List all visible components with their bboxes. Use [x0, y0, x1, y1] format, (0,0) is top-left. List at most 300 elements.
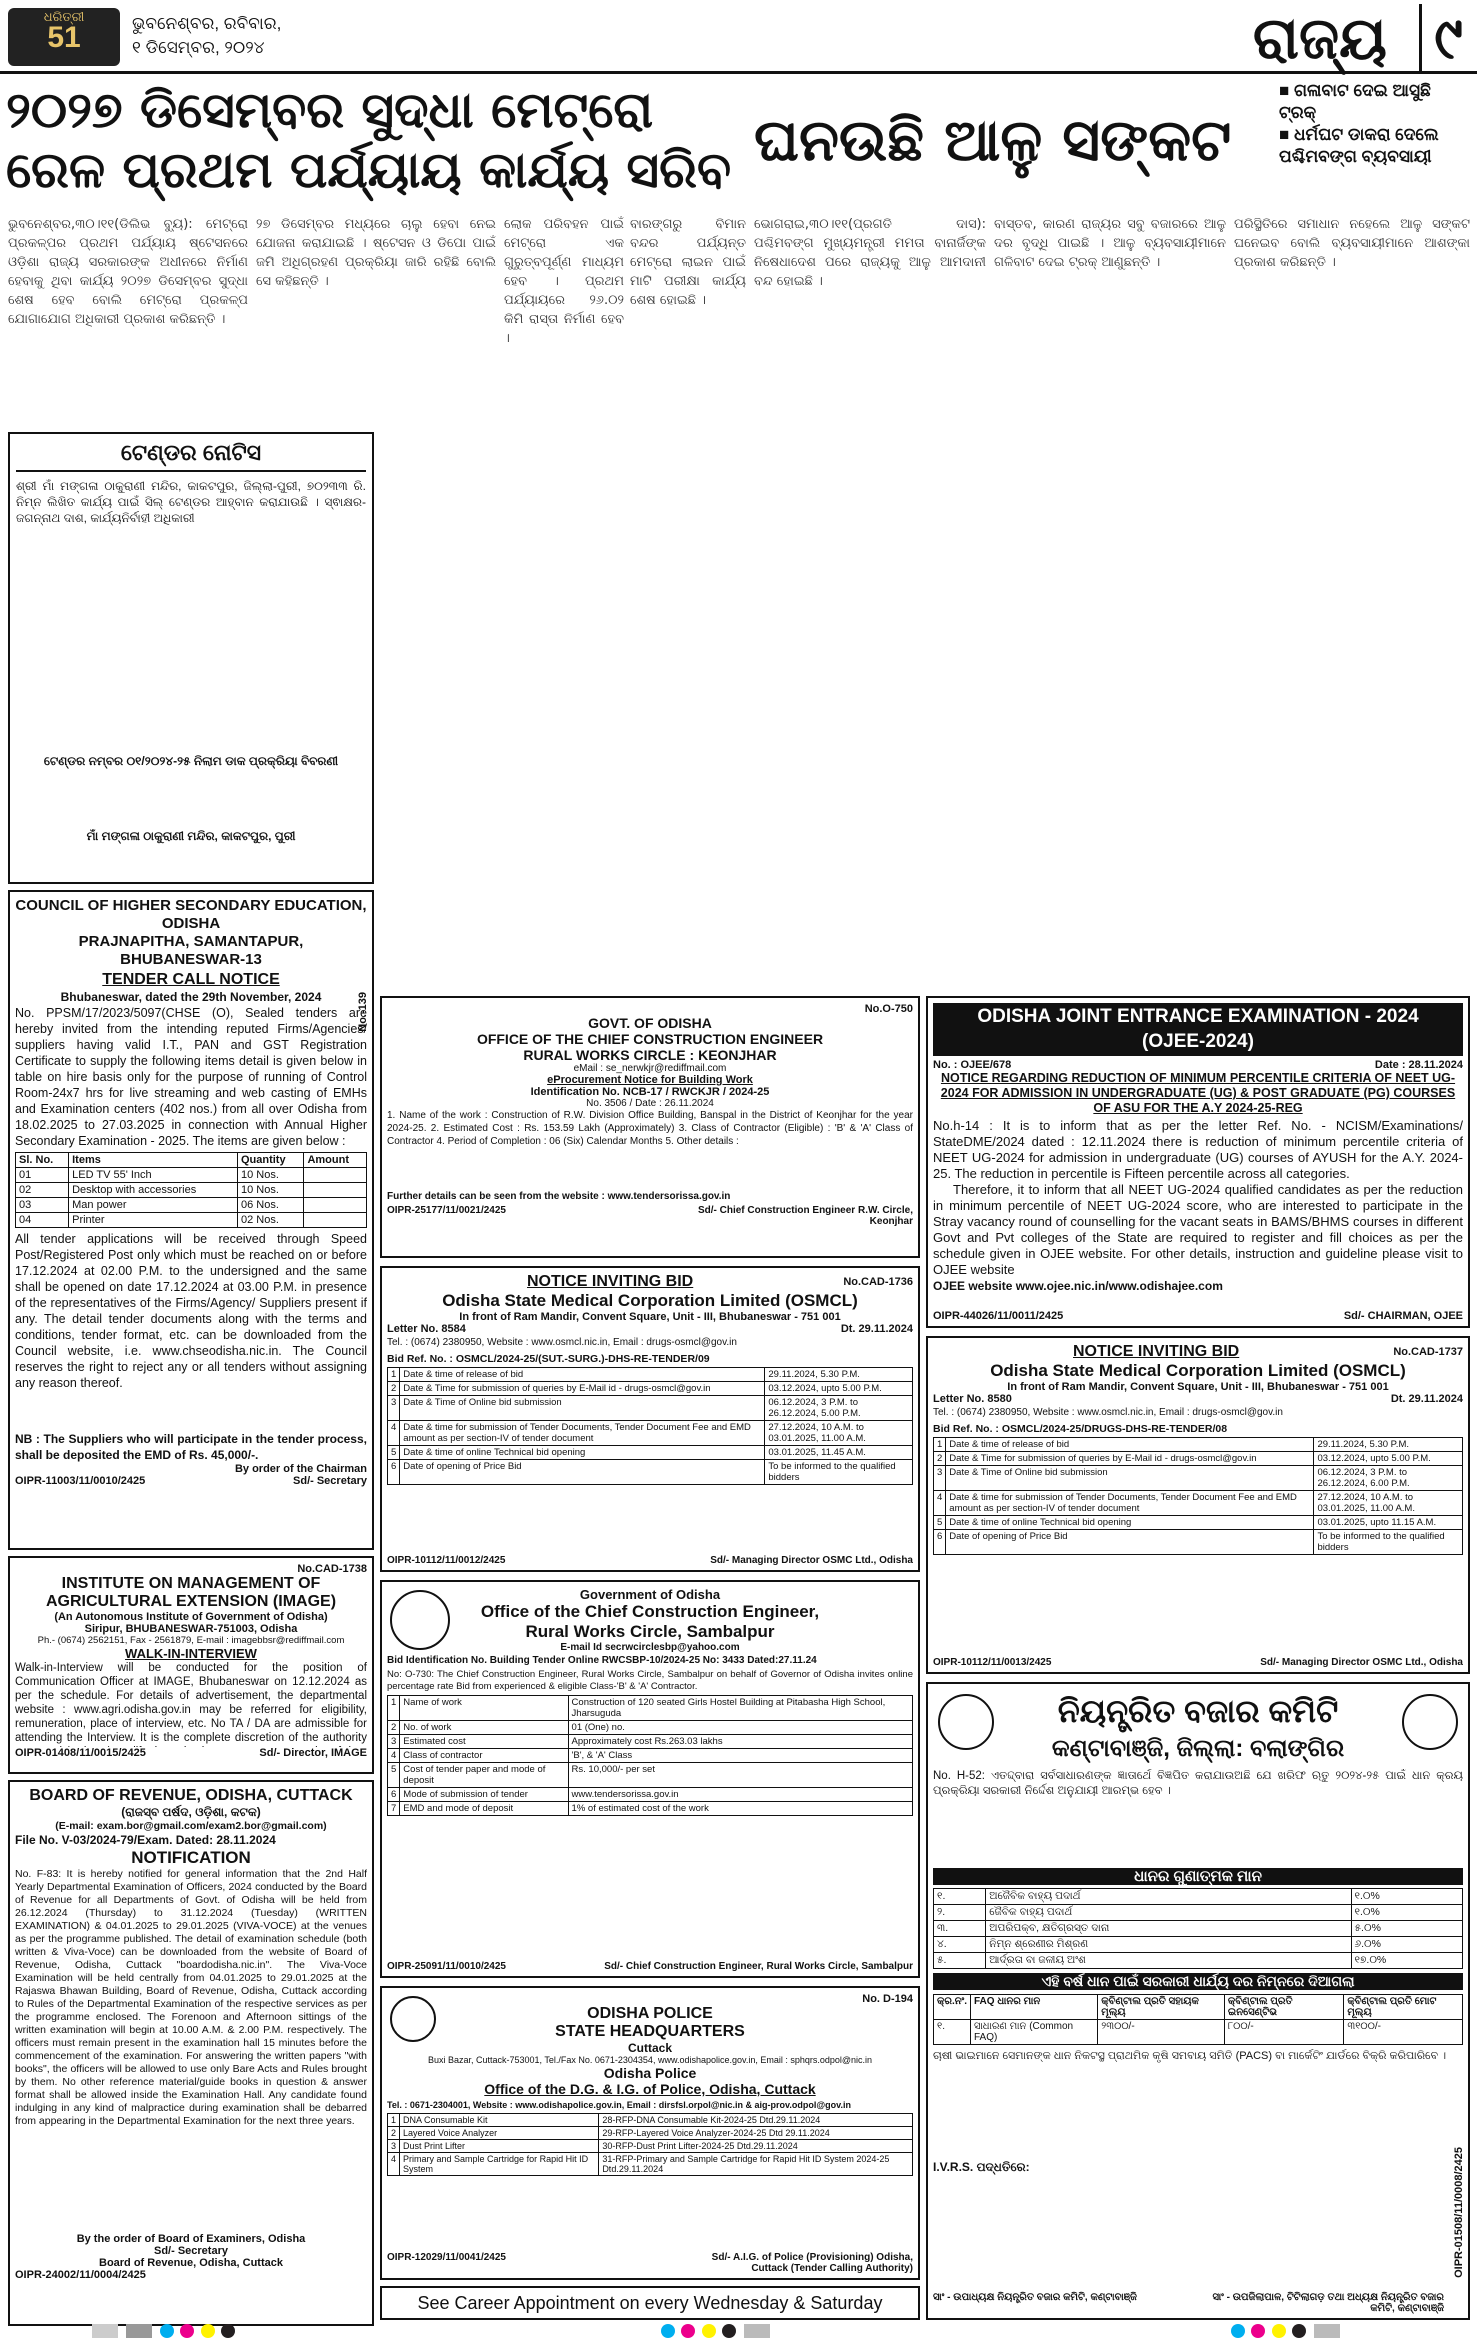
- keonjhar-line-1: GOVT. OF ODISHA: [588, 1015, 712, 1031]
- anniversary-badge: [8, 8, 120, 66]
- chse-subtitle: TENDER CALL NOTICE: [102, 971, 280, 988]
- table-cell: ୮୦୦/-: [1224, 2020, 1343, 2045]
- table-row: [934, 1921, 1463, 1937]
- police-footer: [387, 2252, 913, 2274]
- image-contact: Ph.- (0674) 2562151, Fax - 2561879, E-mail : imagebbsr@rediffmail.com: [37, 1635, 345, 1646]
- grey-swatch-icon: [744, 2324, 770, 2338]
- table-cell: Date & Time of Online bid submission: [400, 1396, 765, 1421]
- grey-swatch-icon: [92, 2324, 118, 2338]
- table-cell: 03.12.2024, upto 5.00 P.M.: [1314, 1452, 1463, 1466]
- table-cell: 1% of estimated cost of the work: [568, 1802, 912, 1816]
- table-cell: Date & time for submission of Tender Documents, Tender Document Fee and EMD amount as per section-IV of tender document: [400, 1421, 765, 1446]
- table-cell: ୧.: [934, 2020, 971, 2045]
- table-cell: Date & Time for submission of queries by E-Mail id - drugs-osmcl@gov.in: [400, 1382, 765, 1396]
- police-line-1: ODISHA POLICE: [587, 2005, 713, 2022]
- table-header-row: [934, 1995, 1463, 2020]
- table-cell: Layered Voice Analyzer: [400, 2127, 599, 2140]
- table-cell: DNA Consumable Kit: [400, 2114, 599, 2127]
- police-line-5: Office of the D.G. & I.G. of Police, Odisha, Cuttack: [484, 2081, 816, 2097]
- table-cell: 1: [934, 1438, 946, 1452]
- bor-order: By the order of Board of Examiners, Odisha: [76, 2233, 306, 2245]
- section-title: [1253, 6, 1463, 70]
- table-row: [934, 1491, 1463, 1516]
- table-row: [934, 1466, 1463, 1491]
- sambalpur-ident: Bid Identification No. Building Tender Online RWCSBP-10/2024-25 No: 3433 Dated:27.11.24: [387, 1655, 817, 1666]
- table-cell: Approximately cost Rs.263.03 lakhs: [568, 1735, 912, 1749]
- tender-footer: ମାଁ ମଙ୍ଗଳା ଠାକୁରାଣୀ ମନ୍ଦିର, କାକଟପୁର, ପୁରୀ: [86, 829, 296, 843]
- table-cell: 06 Nos.: [237, 1198, 303, 1213]
- table-cell: ୪.: [934, 1937, 986, 1953]
- table-cell: Dust Print Lifter: [400, 2140, 599, 2153]
- magenta-dot-icon: [180, 2324, 194, 2338]
- cyan-dot-icon: [661, 2324, 675, 2338]
- table-row: [388, 1396, 913, 1421]
- table-header: Quantity: [237, 1153, 303, 1168]
- oipr-code: OIPR-10112/11/0013/2425: [933, 1657, 1052, 1668]
- table-cell: 2: [388, 1721, 400, 1735]
- table-cell: Date & time of online Technical bid opening: [400, 1446, 765, 1460]
- table-cell: 10 Nos.: [237, 1168, 303, 1183]
- osmcl1-title: Odisha State Medical Corporation Limited (OSMCL): [442, 1291, 858, 1310]
- table-row: [388, 1382, 913, 1396]
- table-header-row: [16, 1153, 367, 1168]
- table-cell: 31-RFP-Primary and Sample Cartridge for Rapid Hit ID System 2024-25 Dtd.29.11.2024: [599, 2153, 913, 2176]
- table-row: [388, 2114, 913, 2127]
- image-body: Walk-in-Interview will be conducted for the position of Communication Officer at IMAGE, Bhubaneswar on 12.12.2024 as per the schedule. For details of advertisement, the departmental website : www.agri.odisha.gov.in may be referred for eligibility, remuneration, place of interview, etc. No TA / DA are admissible for attending the Interview. It is the complete discretion of the authority: [15, 1662, 367, 1744]
- table-cell: ୩.: [934, 1921, 986, 1937]
- chse-title-2: PRAJNAPITHA, SAMANTAPUR, BHUBANESWAR-13: [78, 933, 304, 968]
- bazar-title: ନିୟନ୍ତ୍ରିତ ବଜାର କମିଟି: [1057, 1693, 1339, 1729]
- table-row: [934, 1516, 1463, 1530]
- print-registration-strip: [0, 2324, 1477, 2339]
- oipr-code: OIPR-25177/11/0021/2425: [387, 1205, 506, 1216]
- bazar-sign-right: ସାଂ - ଉପଜିଲାପାଳ, ଟିଟିଲାଗଡ଼ ତଥା ଅଧ୍ୟକ୍ଷ ନିୟନ୍ତ୍ରିତ ବଜାର କମିଟି, କଣ୍ଟାବାଞ୍ଜି: [1212, 2292, 1444, 2314]
- oipr-code: OIPR-10112/11/0012/2425: [387, 1555, 506, 1566]
- table-row: [388, 1460, 913, 1485]
- table-header: କ୍ବିଣ୍ଟାଲ ପ୍ରତି ମୋଟ ମୂଲ୍ୟ: [1344, 1995, 1463, 2020]
- bazar-sub: କଣ୍ଟାବାଞ୍ଜି, ଜିଲ୍ଲା: ବଲାଙ୍ଗିର: [1051, 1735, 1345, 1762]
- ad-ojee: [926, 996, 1470, 1328]
- section-name: ରାଜ୍ୟ: [1252, 4, 1387, 72]
- keonjhar-footer: [387, 1205, 913, 1227]
- keonjhar-no: No. 3506 / Date : 26.11.2024: [586, 1098, 714, 1109]
- table-cell: 27.12.2024, 10 A.M. to 03.01.2025, 11.00 A.M.: [1314, 1491, 1463, 1516]
- table-cell: 4: [388, 1421, 400, 1446]
- table-cell: Date & Time of Online bid submission: [946, 1466, 1314, 1491]
- second-col-1: ଭୋଗରାଇ,୩୦।୧୧(ପ୍ରଗତି ଦାସ): ପଶ୍ଚିମବଙ୍ଗ ମୁଖ୍ୟମନ୍ତ୍ରୀ ମମତା ବାନାର୍ଜିଙ୍କ ନିଷେଧାଦେଶ ପରେ ରାଜ୍ୟକୁ ଆଳୁ ଆମଦାନୀ ବନ୍ଦ ହୋଇଛି ।: [754, 217, 986, 289]
- table-header: କ୍ବିଣ୍ଟାଲ ପ୍ରତି ସହାୟକ ମୂଲ୍ୟ: [1098, 1995, 1225, 2020]
- police-line-3: Cuttack: [627, 2041, 672, 2055]
- table-row: [16, 1183, 367, 1198]
- ojee-no: No. : OJEE/678: [933, 1059, 1012, 1071]
- government-emblem-icon: [390, 1590, 450, 1650]
- table-cell: 6: [388, 1460, 400, 1485]
- ad-bazar-committee: [926, 1682, 1470, 2320]
- police-contact: Tel. : 0671-2304001, Website : www.odishapolice.gov.in, Email : dirsfsl.orpol@nic.in & aig-prov.odpol@gov.in: [387, 2100, 851, 2110]
- bazar-ivrs: I.V.R.S. ପଦ୍ଧତିରେ:: [933, 2160, 1030, 2174]
- image-title-2: AGRICULTURAL EXTENSION (IMAGE): [45, 1593, 337, 1610]
- table-cell: [304, 1198, 367, 1213]
- table-row: [388, 1788, 913, 1802]
- chse-dated: Bhubaneswar, dated the 29th November, 2024: [60, 990, 322, 1004]
- second-col-3: ପରିସ୍ଥିତିରେ ସମାଧାନ ନହେଲେ ଆଳୁ ସଙ୍କଟ ଘନେଇବ ବୋଲି ବ୍ୟବସାୟୀମାନେ ଆଶଙ୍କା ପ୍ରକାଶ କରିଛନ୍ତି ।: [1234, 217, 1470, 270]
- second-bullets: [1279, 80, 1469, 168]
- table-row: [388, 1721, 913, 1735]
- table-cell: [304, 1183, 367, 1198]
- tender-title: ଟେଣ୍ଡର ନୋଟିସ: [16, 440, 366, 472]
- chse-signature: By order of the Chairman: [234, 1463, 367, 1475]
- table-cell: 04: [16, 1213, 69, 1228]
- table-header: କ୍ର.ନଂ.: [934, 1995, 971, 2020]
- cyan-dot-icon: [1231, 2324, 1245, 2338]
- table-cell: Primary and Sample Cartridge for Rapid Hit ID System: [400, 2153, 599, 2176]
- table-cell: 03: [16, 1198, 69, 1213]
- table-row: [16, 1198, 367, 1213]
- sambalpur-table: [387, 1695, 913, 1816]
- bullet-1: ■ ଗଳାବାଟ ଦେଇ ଆସୁଛି ଟ୍ରକ୍: [1279, 81, 1431, 122]
- table-cell: 1: [388, 1696, 400, 1721]
- date-line-2: ୧ ଡିସେମ୍ବର, ୨୦୨୪: [132, 38, 265, 57]
- table-row: [388, 2153, 913, 2176]
- osmcl2-date: Dt. 29.11.2024: [1390, 1393, 1463, 1405]
- osmcl1-footer: [387, 1555, 913, 1566]
- page-number: ୯: [1434, 4, 1463, 72]
- bazar-logo-icon: [938, 1694, 994, 1750]
- table-cell: [304, 1213, 367, 1228]
- sambalpur-sign: Sd/- Chief Construction Engineer, Rural Works Circle, Sambalpur: [604, 1961, 913, 1972]
- table-row: [388, 1802, 913, 1816]
- table-cell: 10 Nos.: [237, 1183, 303, 1198]
- table-cell: 29-RFP-Layered Voice Analyzer-2024-25 Dtd 29.11.2024: [599, 2127, 913, 2140]
- tender-subtitle: ଟେଣ୍ଡର ନମ୍ବର ୦୧/୨୦୨୪-୨୫ ନିଲାମ ଡାକ ପ୍ରକ୍ରିୟା ବିବରଣୀ: [43, 754, 339, 768]
- table-cell: 6: [934, 1530, 946, 1555]
- ojee-title: ODISHA JOINT ENTRANCE EXAMINATION - 2024: [933, 1003, 1463, 1031]
- table-cell: Date & time of release of bid: [946, 1438, 1314, 1452]
- osmcl1-sign: Sd/- Managing Director OSMC Ltd., Odisha: [710, 1555, 913, 1566]
- osmcl2-letter: Letter No. 8580: [933, 1393, 1012, 1405]
- chse-footer: [15, 1475, 367, 1487]
- sambalpur-email: E-mail Id secrwcirclesbp@yahoo.com: [560, 1642, 740, 1653]
- bullet-2: ■ ଧର୍ମଘଟ ଡାକରା ଦେଲେ ପଶ୍ଚିମବଙ୍ଗ ବ୍ୟବସାୟୀ: [1279, 125, 1439, 166]
- osmcl2-bidref: Bid Ref. No. : OSMCL/2024-25/DRUGS-DHS-RE-TENDER/08: [933, 1423, 1228, 1435]
- image-sub: (An Autonomous Institute of Government of Odisha): [54, 1611, 328, 1623]
- table-cell: Printer: [69, 1213, 238, 1228]
- table-cell: Date of opening of Price Bid: [946, 1530, 1314, 1555]
- police-table: [387, 2113, 913, 2176]
- ad-chse: [8, 890, 374, 1550]
- table-cell: ୧.: [934, 1889, 986, 1905]
- table-cell: 02 Nos.: [237, 1213, 303, 1228]
- table-cell: 6: [388, 1788, 400, 1802]
- table-cell: 5: [934, 1516, 946, 1530]
- ojee-sign: Sd/- CHAIRMAN, OJEE: [1343, 1310, 1463, 1322]
- police-emblem-icon: [390, 1996, 436, 2042]
- sambalpur-line-1: Government of Odisha: [579, 1587, 721, 1602]
- table-cell: ଜୈବିକ ବାହ୍ୟ ପଦାର୍ଥ: [986, 1905, 1351, 1921]
- chse-title-1: COUNCIL OF HIGHER SECONDARY EDUCATION, ODISHA: [15, 897, 367, 932]
- table-cell: ୧.୦%: [1351, 1905, 1463, 1921]
- keonjhar-further: Further details can be seen from the website : www.tendersorissa.gov.in: [387, 1191, 731, 1202]
- table-cell: Estimated cost: [400, 1735, 568, 1749]
- table-header: Items: [69, 1153, 238, 1168]
- table-cell: Name of work: [400, 1696, 568, 1721]
- yellow-dot-icon: [702, 2324, 716, 2338]
- table-row: [388, 1421, 913, 1446]
- lead-headline-2: ରେଳ ପ୍ରଥମ ପର୍ଯ୍ୟାୟ କାର୍ଯ୍ୟ ସରିବ: [6, 140, 732, 199]
- table-cell: 03.01.2025, 11.45 A.M.: [765, 1446, 913, 1460]
- table-cell: LED TV 55' Inch: [69, 1168, 238, 1183]
- table-row: [934, 2020, 1463, 2045]
- bazar-price-heading: ଏହି ବର୍ଷ ଧାନ ପାଇଁ ସରକାରୀ ଧାର୍ଯ୍ୟ ଦର ନିମ୍ନରେ ଦିଆଗଲା: [933, 1973, 1463, 1990]
- ad-osmcl-2: [926, 1336, 1470, 1674]
- bor-sign-2: Board of Revenue, Odisha, Cuttack: [99, 2257, 283, 2269]
- osmcl2-ref: No.CAD-1737: [1393, 1346, 1463, 1358]
- table-header: Amount: [304, 1153, 367, 1168]
- table-cell: Cost of tender paper and mode of deposit: [400, 1763, 568, 1788]
- ad-tender-notice: [8, 432, 374, 884]
- police-address: Buxi Bazar, Cuttack-753001, Tel./Fax No. 0671-2304354, www.odishapolice.gov.in, Email : sphqrs.odpol@nic.in: [427, 2055, 873, 2065]
- table-cell: 5: [388, 1763, 400, 1788]
- osmcl2-address: In front of Ram Mandir, Convent Square, Unit - III, Bhubaneswar - 751 001: [1007, 1381, 1389, 1393]
- table-cell: 3: [388, 1396, 400, 1421]
- table-cell: ଅଜୈବିକ ବାହ୍ୟ ପଦାର୍ଥ: [986, 1889, 1351, 1905]
- table-cell: 2: [934, 1452, 946, 1466]
- osmcl1-date: Dt. 29.11.2024: [840, 1323, 913, 1335]
- cyan-dot-icon: [160, 2324, 174, 2338]
- osmcl2-sign: Sd/- Managing Director OSMC Ltd., Odisha: [1260, 1657, 1463, 1668]
- osmcl1-bidref: Bid Ref. No. : OSMCL/2024-25/(SUT.-SURG.)-DHS-RE-TENDER/09: [387, 1353, 710, 1365]
- second-col-2: ବାସ୍ତବ, କାରଣ ରାଜ୍ୟର ସବୁ ବଜାରରେ ଆଳୁ ଦର ବୃଦ୍ଧି ପାଇଛି । ଆଳୁ ବ୍ୟବସାୟୀମାନେ ଗଳିବାଟ ଦେଇ ଟ୍ରକ୍ ଆଣୁଛନ୍ତି ।: [994, 217, 1226, 270]
- color-swatches-left: [90, 2324, 236, 2343]
- image-subtitle: WALK-IN-INTERVIEW: [125, 1646, 257, 1661]
- table-cell: ୫.୦%: [1351, 1921, 1463, 1937]
- osmcl2-title: Odisha State Medical Corporation Limited (OSMCL): [990, 1361, 1406, 1380]
- sambalpur-footer: [387, 1961, 913, 1972]
- ad-osmcl-1: [380, 1266, 920, 1572]
- table-cell: Date & Time for submission of queries by E-Mail id - drugs-osmcl@gov.in: [946, 1452, 1314, 1466]
- table-cell: 29.11.2024, 5.30 P.M.: [1314, 1438, 1463, 1452]
- table-row: [934, 1905, 1463, 1921]
- table-cell: 01: [16, 1168, 69, 1183]
- table-cell: 4: [934, 1491, 946, 1516]
- police-line-2: STATE HEADQUARTERS: [555, 2023, 745, 2040]
- table-cell: 3: [388, 1735, 400, 1749]
- table-cell: 1: [388, 2114, 400, 2127]
- table-cell: Date & time of online Technical bid opening: [946, 1516, 1314, 1530]
- chse-ref: No.-139: [357, 992, 369, 1032]
- keonjhar-notice: eProcurement Notice for Building Work: [547, 1074, 753, 1086]
- table-row: [934, 1438, 1463, 1452]
- keonjhar-line-2: OFFICE OF THE CHIEF CONSTRUCTION ENGINEER: [476, 1031, 824, 1047]
- police-ref: No. D-194: [862, 1993, 913, 2005]
- table-cell: 03.01.2025, upto 11.15 A.M.: [1314, 1516, 1463, 1530]
- table-row: [388, 1446, 913, 1460]
- black-dot-icon: [1292, 2324, 1306, 2338]
- table-cell: Class of contractor: [400, 1749, 568, 1763]
- table-cell: ଅପରିପକ୍ବ, କ୍ଷତିଗ୍ରସ୍ତ ଦାନା: [986, 1921, 1351, 1937]
- table-row: [388, 1749, 913, 1763]
- image-address: Siripur, BHUBANESWAR-751003, Odisha: [84, 1623, 298, 1635]
- table-cell: 7: [388, 1802, 400, 1816]
- sambalpur-body: No: O-730: The Chief Construction Engineer, Rural Works Circle, Sambalpur on behalf of Governor of Odisha invites online percentage rate Bid from experienced & eligible Class-'B' & 'A' Contractor.: [387, 1669, 913, 1692]
- tender-body: ଶ୍ରୀ ମାଁ ମଙ୍ଗଳା ଠାକୁରାଣୀ ମନ୍ଦିର, କାକଟପୁର, ଜିଲ୍ଲା-ପୁରୀ, ୭୦୨୩୩ ରି. ନିମ୍ନ ଲିଖିତ କାର୍ଯ୍ୟ ପାଇଁ ସିଲ୍ ଟେଣ୍ଡର ଆହ୍ବାନ କରାଯାଉଛି । ସ୍ଵାକ୍ଷର-ଜଗନ୍ନାଥ ଦାଶ, କାର୍ଯ୍ୟନିର୍ବାହୀ ଅଧିକାରୀ: [16, 479, 366, 525]
- table-cell: 2: [388, 1382, 400, 1396]
- table-cell: 3: [388, 2140, 400, 2153]
- bor-body: No. F-83: It is hereby notified for general information that the 2nd Half Yearly Departmental Examination of Officers, 2024 conducted by the Board of Revenue for all Departments of Govt. of Odisha will be held from 26.12.2024 (Thursday) to 31.12.2024 (Tuesday) (WRITTEN EXAMINATION) & 04.01.2025 to 29.01.2025 (VIVA-VOCE) at the venues as per the programme published. The detail of examination schedule (both written & Viva-Voce) can be downloaded from the website of Board of Revenue, Odisha, Cuttack "boardodisha.nic.in". The Viva-Voce Examination will be held centrally from 04.01.2025 to 29.01.2025 at the Rajaswa Bhawan Building, Board of Revenue, Odisha, Cuttack according to Rules of the Departmental Examination of the respective services as per the programme enclosed. The Forenoon and Afternoon sittings of the written examination will begin at 10.00 A.M. & 2.00 P.M. respectively. The officers must remain present in the examination hall 15 minutes before the commencement of the examination. For answering the written papers "with books", the officers will be allowed to use only Bare Acts and Rules brought by them. No other reference material/guide books in question & answer format shall be allowed inside the Examination Hall. Any candidate found indulging in any kind of malpractice during examination shall be debarred from appearing in the Departmental Examination for the next three years.: [15, 1868, 367, 2127]
- table-cell: 30-RFP-Dust Print Lifter-2024-25 Dtd.29.11.2024: [599, 2140, 913, 2153]
- magenta-dot-icon: [681, 2324, 695, 2338]
- table-cell: www.tendersorissa.gov.in: [568, 1788, 912, 1802]
- career-strip-text: See Career Appointment on every Wednesday & Saturday: [417, 2293, 883, 2313]
- table-cell: ୨.: [934, 1905, 986, 1921]
- table-cell: EMD and mode of deposit: [400, 1802, 568, 1816]
- osmcl1-schedule-table: [387, 1367, 913, 1485]
- osmcl1-contact: Tel. : (0674) 2380950, Website : www.osmcl.nic.in, Email : drugs-osmcl@gov.in: [387, 1337, 737, 1348]
- sambalpur-line-2: Office of the Chief Construction Engineer,: [480, 1602, 820, 1621]
- bazar-notes: ଚାଷୀ ଭାଇମାନେ ସେମାନଙ୍କ ଧାନ ନିକଟସ୍ଥ ପ୍ରାଥମିକ କୃଷି ସମବାୟ ସମିତି (PACS) ବା ମାର୍କେଟିଂ ଯାର୍ଡରେ ବିକ୍ରି କରିପାରିବେ ।: [933, 2050, 1447, 2062]
- dateline: [132, 12, 281, 60]
- keonjhar-ref: No.O-750: [864, 1003, 913, 1015]
- black-dot-icon: [722, 2324, 736, 2338]
- table-cell: ନିମ୍ନ ଶ୍ରେଣୀର ମିଶ୍ରଣ: [986, 1937, 1351, 1953]
- keonjhar-body: 1. Name of the work : Construction of R.W. Division Office Building, Banspal in the District of Keonjhar for the year 2024-25. 2. Estimated Cost : Rs. 153.59 Lakh (Approximately) 3. Class of Contractor (Eligible) : 'B' & 'A' Class of Contractor 4. Period of Completion : 06 (Six) Calendar Months 5. Other details :: [387, 1110, 913, 1147]
- table-cell: 2: [388, 2127, 400, 2140]
- badge-text: ଧରିତ୍ରୀ: [43, 9, 85, 24]
- table-header: FAQ ଧାନର ମାନ: [971, 1995, 1098, 2020]
- image-title-1: INSTITUTE ON MANAGEMENT OF: [61, 1575, 321, 1592]
- table-cell: Man power: [69, 1198, 238, 1213]
- table-row: [388, 2127, 913, 2140]
- lead-col-1: ଭୁବନେଶ୍ବର,୩୦।୧୧(ଡିଲିଭ ବ୍ୟୁ): ମେଟ୍ରୋ ପ୍ରକଳ୍ପର ପ୍ରଥମ ପର୍ଯ୍ୟାୟ ଷ୍ଟେସନରେ ଓଡ଼ିଶା ରାଜ୍ୟ ସରକାରଙ୍କ ଅଧୀନରେ ନିର୍ମାଣ ହେବାକୁ ଥିବା କାର୍ଯ୍ୟ ୨୦୨୭ ଡିସେମ୍ବର ସୁଦ୍ଧା ଶେଷ ହେବ ବୋଲି ମେଟ୍ରୋ ପ୍ରକଳ୍ପ ଯୋଗାଯୋଗ ଅଧିକାରୀ ପ୍ରକାଶ କରିଛନ୍ତି ।: [8, 217, 248, 327]
- keonjhar-line-3: RURAL WORKS CIRCLE : KEONJHAR: [523, 1047, 777, 1063]
- grey-swatch-icon: [126, 2324, 152, 2338]
- ad-sambalpur: [380, 1580, 920, 1978]
- table-cell: 06.12.2024, 3 P.M. to 26.12.2024, 6.00 P.M.: [1314, 1466, 1463, 1491]
- table-cell: ୧.୦%: [1351, 1889, 1463, 1905]
- table-cell: ସାଧାରଣ ମାନ (Common FAQ): [971, 2020, 1098, 2045]
- police-sign: Sd/- A.I.G. of Police (Provisioning) Odisha, Cuttack (Tender Calling Authority): [711, 2252, 913, 2274]
- bazar-quality-table: [933, 1888, 1463, 1969]
- keonjhar-sign: Sd/- Chief Construction Engineer R.W. Circle, Keonjhar: [697, 1205, 913, 1227]
- color-swatches-right: [1230, 2324, 1342, 2343]
- black-dot-icon: [221, 2324, 235, 2338]
- ojee-body-2: Therefore, it to inform that all NEET UG-2024 qualified candidates as per the reduction in minimum percentile of NEET UG-2024 score, who are interested to participate in the Stray vacancy round of counselling for the vacant seats in BAMS/BHMS courses in different Govt and Pvt colleges of the State are required to register and fill choices as per the schedule given in OJEE website. For other details, instruction and guideline please visit to OJEE website: [933, 1182, 1463, 1277]
- yellow-dot-icon: [201, 2324, 215, 2338]
- table-header: କ୍ବିଣ୍ଟାଲ ପ୍ରତି ଇନସେଣ୍ଟିଭ: [1224, 1995, 1343, 2020]
- sambalpur-line-3: Rural Works Circle, Sambalpur: [525, 1622, 775, 1641]
- table-cell: 4: [388, 2153, 400, 2176]
- table-cell: ୧୭.୦%: [1351, 1953, 1463, 1969]
- keonjhar-email: eMail : se_nerwkjr@rediffmail.com: [573, 1063, 727, 1074]
- bor-sub: (ରାଜସ୍ବ ପର୍ଷଦ, ଓଡ଼ିଶା, କଟକ): [121, 1805, 261, 1819]
- osmcl1-ref: No.CAD-1736: [843, 1276, 913, 1288]
- ojee-heading: NOTICE REGARDING REDUCTION OF MINIMUM PERCENTILE CRITERIA OF NEET UG-2024 FOR ADMISSION IN UNDERGRADUATE (UG) & POST GRADUATE (PG) COURSES OF ASU FOR THE A.Y 2024-25-REG: [940, 1071, 1456, 1115]
- ad-keonjhar: [380, 996, 920, 1258]
- osmcl1-address: In front of Ram Mandir, Convent Square, Unit - III, Bhubaneswar - 751 001: [459, 1311, 841, 1323]
- masthead: [0, 0, 1477, 74]
- table-cell: 01 (One) no.: [568, 1721, 912, 1735]
- second-story: [754, 80, 1470, 210]
- magenta-dot-icon: [1251, 2324, 1265, 2338]
- bazar-oipr: OIPR-01508/11/0008/2425: [1453, 2147, 1465, 2278]
- table-row: [388, 2140, 913, 2153]
- lead-col-3: ଲୋକ ପରିବହନ ପାଇଁ ମେଟ୍ରୋ ଏକ ଗୁରୁତ୍ବପୂର୍ଣ୍ଣ ମାଧ୍ୟମ ହେବ । ପ୍ରଥମ ପର୍ଯ୍ୟାୟରେ ୨୬.୦୨ କିମି ରାସ୍ତା ନିର୍ମାଣ ହେବ ।: [504, 217, 624, 346]
- table-cell: 3: [934, 1466, 946, 1491]
- table-cell: 02: [16, 1183, 69, 1198]
- table-cell: Date of opening of Price Bid: [400, 1460, 765, 1485]
- table-row: [16, 1168, 367, 1183]
- osmcl2-letter-row: [933, 1393, 1463, 1405]
- table-cell: Rs. 10,000/- per set: [568, 1763, 912, 1788]
- table-cell: ଆର୍ଦ୍ରତା ବା ଜଳୀୟ ଅଂଶ: [986, 1953, 1351, 1969]
- osmcl2-footer: [933, 1657, 1463, 1668]
- table-cell: 'B', & 'A' Class: [568, 1749, 912, 1763]
- grey-swatch-icon: [1314, 2324, 1340, 2338]
- career-strip: [380, 2286, 920, 2320]
- table-row: [388, 1735, 913, 1749]
- bor-file: File No. V-03/2024-79/Exam. Dated: 28.11.2024: [15, 1833, 276, 1847]
- oipr-code: OIPR-25091/11/0010/2425: [387, 1961, 506, 1972]
- table-cell: ୫.: [934, 1953, 986, 1969]
- osmcl2-schedule-table: [933, 1437, 1463, 1555]
- table-row: [934, 1452, 1463, 1466]
- ojee-body-1: No.h-14 : It is to inform that as per the letter Ref. No. - NCISM/Examinations/ StateDME/2024 dated : 12.11.2024 there is reduction of minimum percentile criteria of NEET UG-2024 for admission in undergraduate (UG) courses of AYUSH for the A.Y. 2024-25. The reduction in percentile is Fifteen percentile across all categories.: [933, 1118, 1463, 1181]
- bazar-footer: [933, 2292, 1444, 2314]
- lead-headline-1: ୨୦୨୭ ଡିସେମ୍ବର ସୁଦ୍ଧା ମେଟ୍ରୋ: [6, 80, 654, 139]
- osmcl1-heading: NOTICE INVITING BID: [527, 1273, 694, 1290]
- ad-odisha-police: [380, 1986, 920, 2280]
- bazar-body: No. H-52: ଏତଦ୍ଦ୍ବାରା ସର୍ବସାଧାରଣଙ୍କ ଜ୍ଞାତାର୍ଥେ ବିଜ୍ଞପିତ କରାଯାଉଅଛି ଯେ ଖରିଫ ଋତୁ ୨୦୨୪-୨୫ ପାଇଁ ଧାନ କ୍ରୟ ପ୍ରକ୍ରିୟା ସରକାରୀ ନିର୍ଦ୍ଦେଶ ଅନୁଯାୟୀ ଆରମ୍ଭ ହେବ ।: [933, 1770, 1463, 1797]
- oipr-code: OIPR-01408/11/0015/2425: [15, 1747, 146, 1759]
- table-row: [934, 1953, 1463, 1969]
- table-cell: 28-RFP-DNA Consumable Kit-2024-25 Dtd.29.11.2024: [599, 2114, 913, 2127]
- bazar-sign-left: ସାଂ - ଉପାଧ୍ୟକ୍ଷ ନିୟନ୍ତ୍ରିତ ବଜାର କମିଟି, କଣ୍ଟାବାଞ୍ଜି: [933, 2292, 1137, 2303]
- bor-email: (E-mail: exam.bor@gmail.com/exam2.bor@gmail.com): [55, 1820, 327, 1832]
- color-swatches-mid: [660, 2324, 772, 2343]
- police-line-4: Odisha Police: [603, 2065, 697, 2081]
- keonjhar-ident: Identification No. NCB-17 / RWCKJR / 2024-25: [530, 1086, 770, 1098]
- bor-sign-1: Sd/- Secretary: [154, 2245, 228, 2257]
- chse-intro: No. PPSM/17/2023/5097(CHSE (O), Sealed tenders are hereby invited from the intending reputed Firms/Agencies/ suppliers having valid I.T., PAN and GST Registration Certificate to supply the following items detail is given below in table on hire basis only for the purpose of running of Control Room-24x7 hrs for live streaming and web casting of EMHs and Examination centers (402 nos.) from all over Odisha from 18.02.2025 to 27.03.2025 in connection with Annual Higher Secondary Examination - 2025. The items are given below :: [15, 1006, 367, 1148]
- osmcl1-letter-row: [387, 1323, 913, 1335]
- table-cell: To be informed to the qualified bidders: [765, 1460, 913, 1485]
- oipr-code: OIPR-44026/11/0011/2425: [933, 1310, 1064, 1322]
- bor-title: BOARD OF REVENUE, ODISHA, CUTTACK: [29, 1787, 353, 1804]
- table-row: [934, 1937, 1463, 1953]
- table-cell: ୨୩୦୦/-: [1098, 2020, 1225, 2045]
- chse-nb: NB : The Suppliers who will participate in the tender process, shall be deposited the EMD of Rs. 45,000/-.: [15, 1432, 367, 1462]
- table-cell: 5: [388, 1446, 400, 1460]
- table-cell: [304, 1168, 367, 1183]
- ad-board-of-revenue: [8, 1780, 374, 2326]
- table-cell: 4: [388, 1749, 400, 1763]
- osmcl1-header: [387, 1273, 913, 1291]
- oipr-code: OIPR-12029/11/0041/2425: [387, 2252, 506, 2263]
- table-cell: 1: [388, 1368, 400, 1382]
- table-cell: Desktop with accessories: [69, 1183, 238, 1198]
- table-row: [388, 1763, 913, 1788]
- osmcl2-heading: NOTICE INVITING BID: [1073, 1343, 1240, 1360]
- table-cell: 06.12.2024, 3 P.M. to 26.12.2024, 5.00 P.M.: [765, 1396, 913, 1421]
- table-cell: To be informed to the qualified bidders: [1314, 1530, 1463, 1555]
- date-line-1: ଭୁବନେଶ୍ବର, ରବିବାର,: [132, 14, 282, 33]
- badge-number: 51: [47, 21, 81, 54]
- ojee-sub: (OJEE-2024): [933, 1031, 1463, 1056]
- bor-subtitle: NOTIFICATION: [131, 1848, 251, 1867]
- image-sign: Sd/- Director, IMAGE: [259, 1747, 367, 1759]
- table-cell: ୩୧୦୦/-: [1344, 2020, 1463, 2045]
- ojee-footer: [933, 1310, 1463, 1322]
